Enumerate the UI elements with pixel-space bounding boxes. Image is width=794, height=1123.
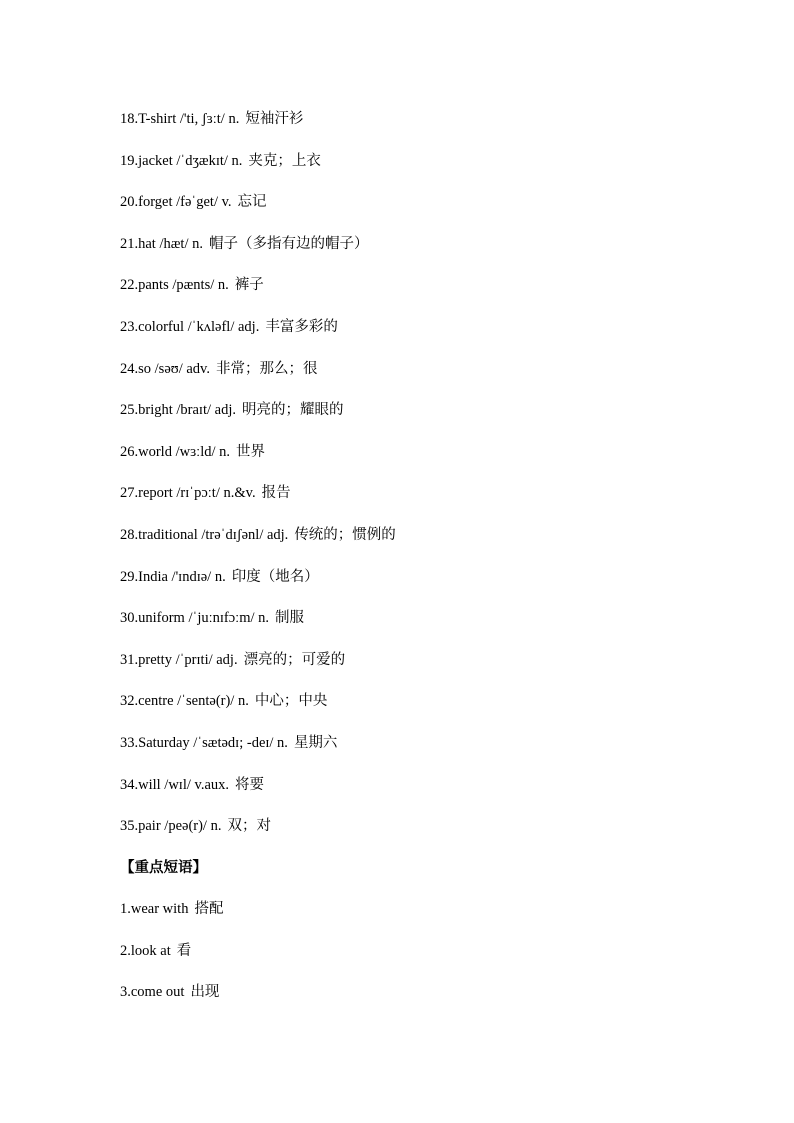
vocab-chinese: 非常；那么；很 xyxy=(215,360,318,377)
vocab-chinese: 制服 xyxy=(275,610,305,627)
vocab-english: 32.centre /ˈsentə(r)/ n. xyxy=(120,693,249,710)
vocab-english: 34.will /wɪl/ v.aux. xyxy=(120,776,230,793)
vocab-item xyxy=(120,149,760,191)
vocab-chinese: 短袖汗衫 xyxy=(245,111,304,127)
vocab-item xyxy=(120,481,760,523)
phrase-english: 3.come out xyxy=(120,984,185,1001)
vocab-english: 21.hat /hæt/ n. xyxy=(120,235,203,252)
vocab-chinese: 丰富多彩的 xyxy=(265,318,338,335)
vocab-english: 26.world /wɜːld/ n. xyxy=(120,443,231,460)
phrase-item xyxy=(120,939,760,981)
vocab-chinese: 传统的；惯例的 xyxy=(294,526,396,543)
vocab-item xyxy=(120,689,760,731)
vocab-item xyxy=(120,814,760,856)
vocab-english: 19.jacket /ˈdʒækɪt/ n. xyxy=(120,152,243,169)
vocab-item xyxy=(120,273,760,315)
phrase-english: 1.wear with xyxy=(120,901,189,918)
vocab-english: 27.report /rɪˈpɔːt/ n.&v. xyxy=(120,485,256,502)
content-lines xyxy=(120,107,760,1022)
phrase-chinese: 看 xyxy=(176,942,192,959)
vocab-item xyxy=(120,731,760,773)
vocab-item xyxy=(120,523,760,565)
vocab-chinese: 将要 xyxy=(235,776,265,793)
vocab-item xyxy=(120,190,760,232)
vocab-english: 24.so /səʊ/ adv. xyxy=(120,360,210,377)
vocab-chinese: 帽子（多指有边的帽子） xyxy=(208,235,369,252)
vocab-english: 18.T-shirt /'ti, ʃɜːt/ n. xyxy=(120,111,240,127)
vocab-chinese: 忘记 xyxy=(237,194,267,211)
vocab-chinese: 漂亮的；可爱的 xyxy=(243,651,346,668)
vocab-item xyxy=(120,440,760,482)
vocab-item xyxy=(120,773,760,815)
phrase-item xyxy=(120,980,760,1022)
vocab-english: 33.Saturday /ˈsætədɪ; -deɪ/ n. xyxy=(120,734,288,751)
vocab-english: 35.pair /peə(r)/ n. xyxy=(120,818,222,835)
vocab-english: 28.traditional /trəˈdɪʃənl/ adj. xyxy=(120,526,289,543)
vocab-english: 23.colorful /ˈkʌləfl/ adj. xyxy=(120,318,260,335)
vocab-item xyxy=(120,606,760,648)
vocab-chinese: 双；对 xyxy=(227,818,271,835)
vocab-chinese: 星期六 xyxy=(293,734,338,751)
phrase-chinese: 出现 xyxy=(190,984,220,1001)
vocab-chinese: 世界 xyxy=(236,443,266,460)
vocab-item xyxy=(120,107,760,149)
vocab-english: 29.India /'ɪndɪə/ n. xyxy=(120,568,226,585)
vocab-item xyxy=(120,398,760,440)
vocab-chinese: 明亮的；耀眼的 xyxy=(241,402,344,419)
vocab-item xyxy=(120,232,760,274)
vocab-chinese: 印度（地名） xyxy=(231,568,319,585)
vocab-english: 31.pretty /ˈprɪti/ adj. xyxy=(120,651,238,668)
vocab-item xyxy=(120,357,760,399)
vocab-english: 30.uniform /ˈjuːnɪfɔːm/ n. xyxy=(120,610,270,627)
vocab-chinese: 报告 xyxy=(261,485,291,502)
phrase-item xyxy=(120,897,760,939)
vocab-english: 25.bright /braɪt/ adj. xyxy=(120,402,236,419)
vocab-item xyxy=(120,565,760,607)
vocab-english: 22.pants /pænts/ n. xyxy=(120,277,229,294)
vocab-english: 20.forget /fəˈget/ v. xyxy=(120,194,232,211)
section-heading: 【重点短语】 xyxy=(120,859,207,876)
vocab-item xyxy=(120,315,760,357)
vocab-chinese: 裤子 xyxy=(234,277,264,294)
phrase-chinese: 搭配 xyxy=(194,901,224,918)
vocab-chinese: 夹克；上衣 xyxy=(248,152,321,169)
phrase-english: 2.look at xyxy=(120,942,171,959)
vocab-item xyxy=(120,648,760,690)
vocab-chinese: 中心；中央 xyxy=(254,693,328,710)
